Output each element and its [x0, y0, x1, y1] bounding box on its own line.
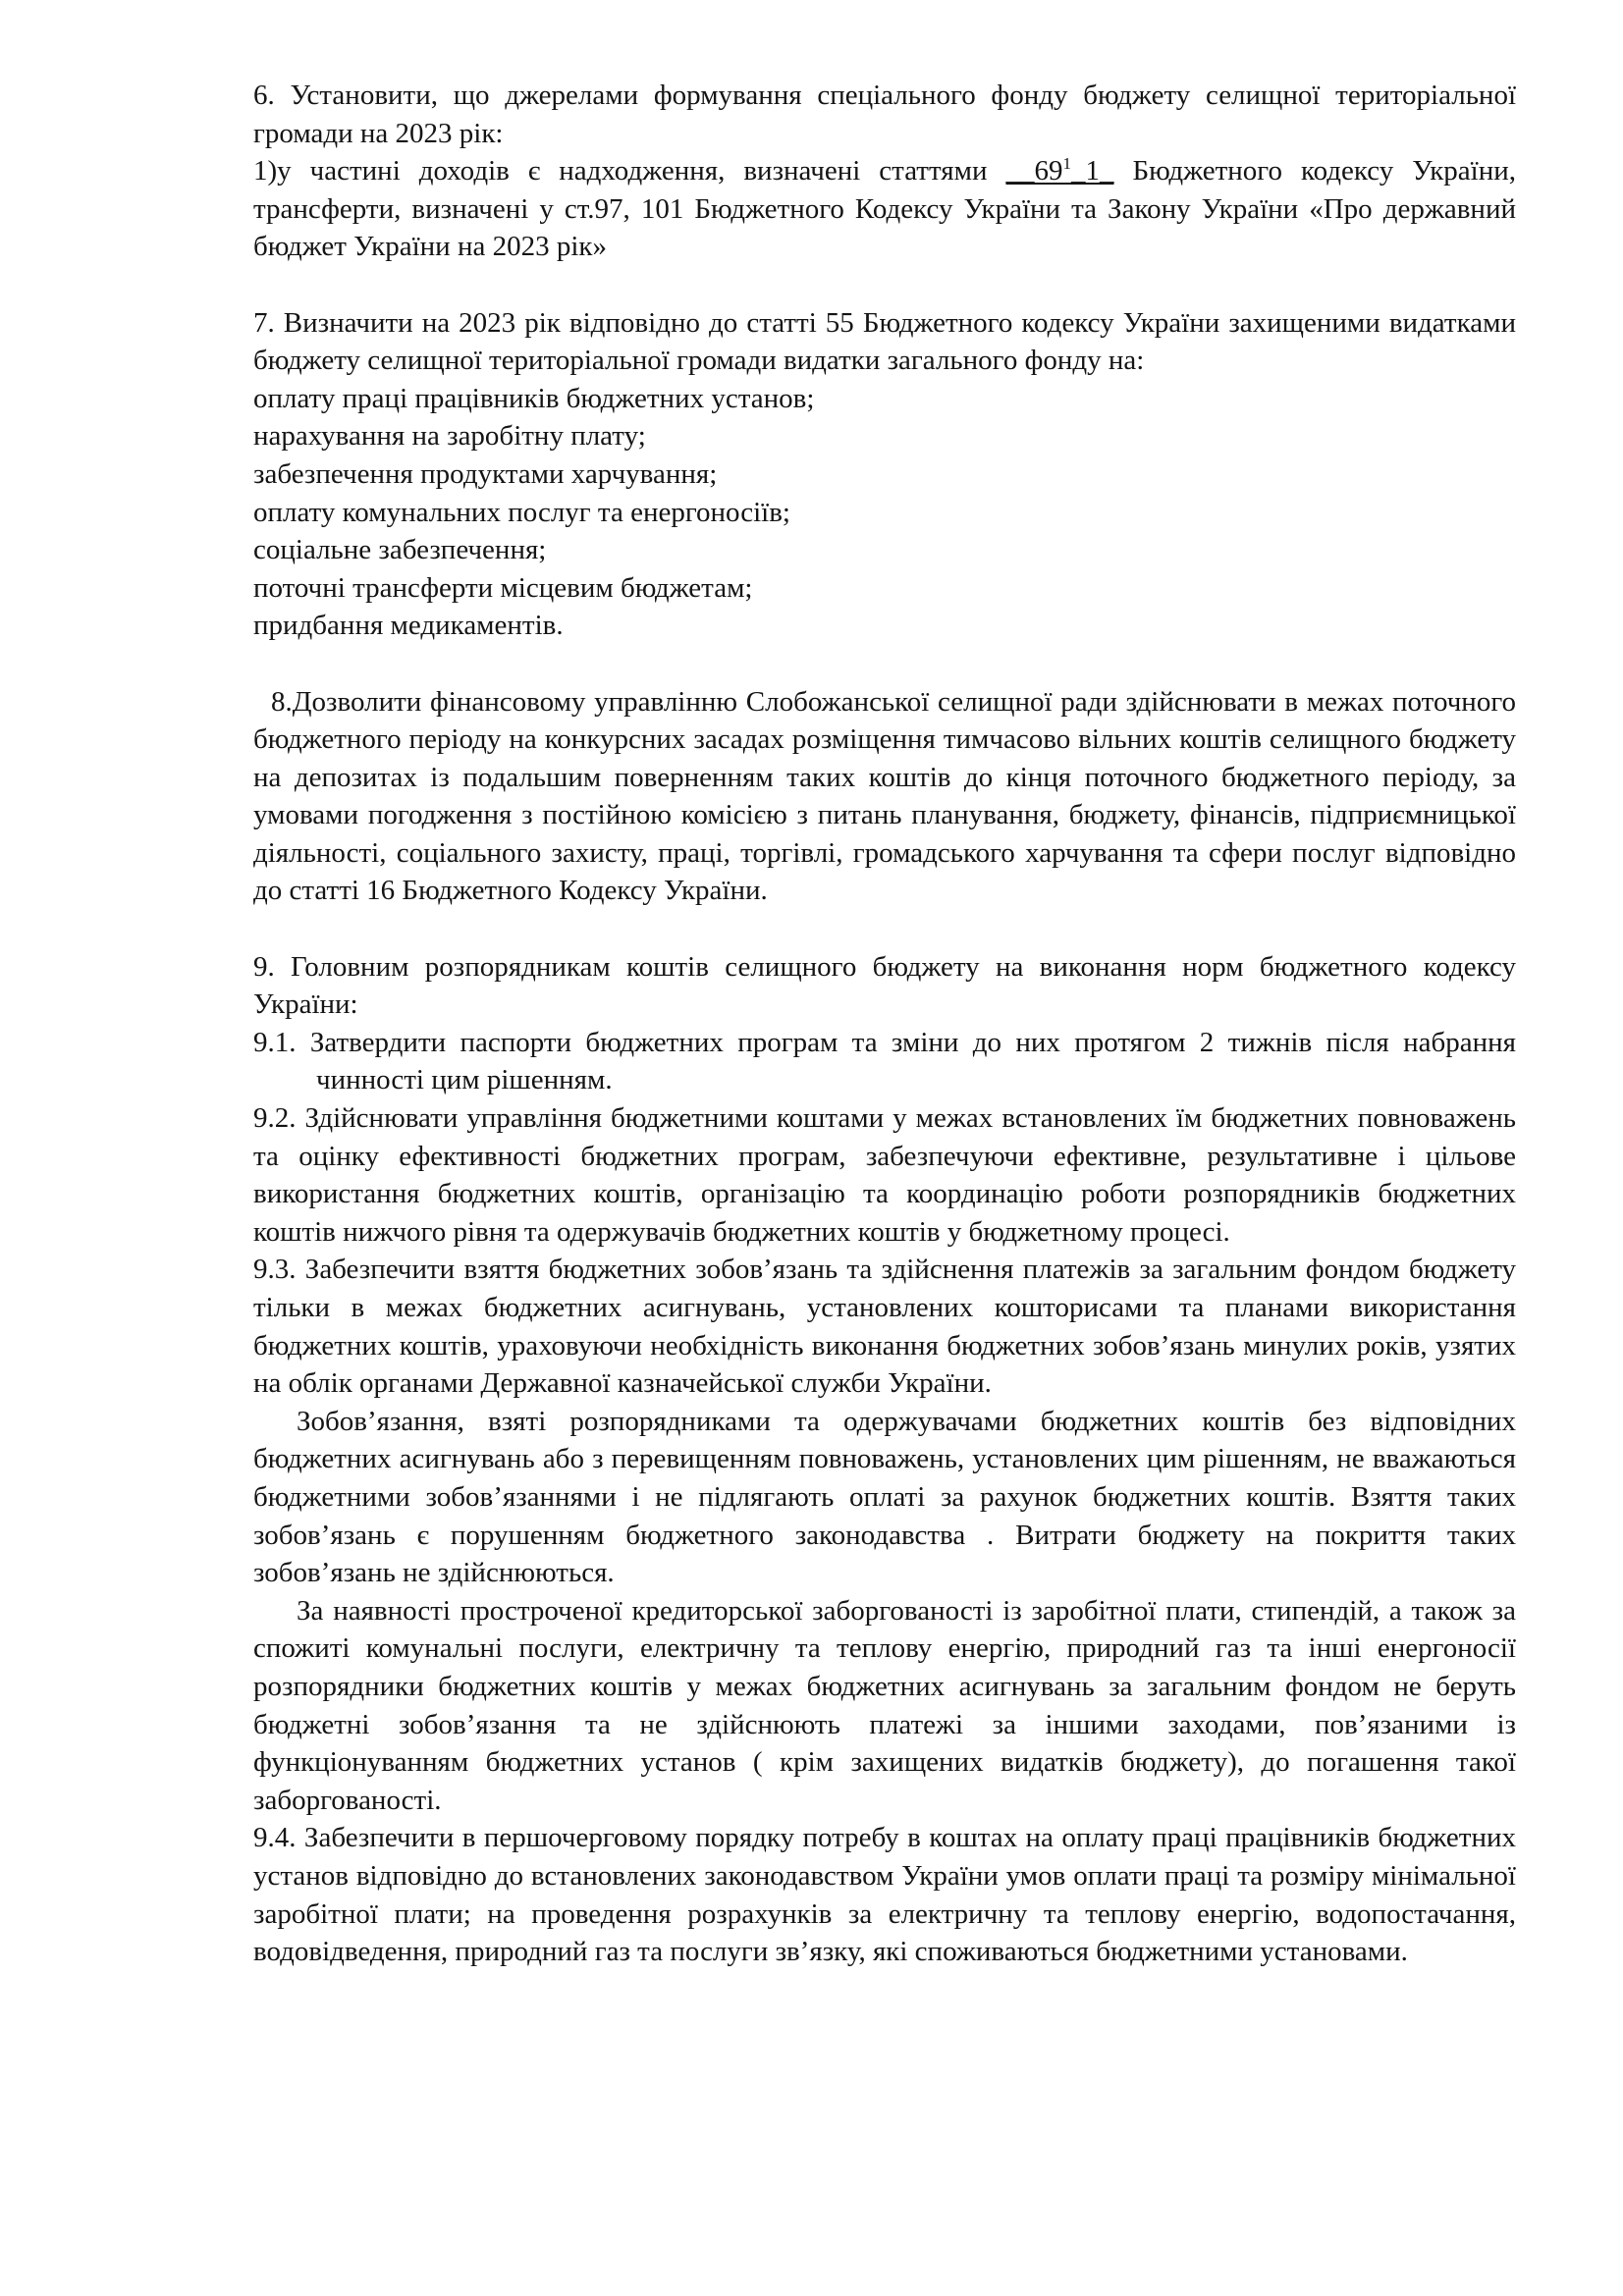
section-6-item-1 — [253, 152, 1516, 266]
list-item: нарахування на заробітну плату; — [253, 420, 646, 453]
list-item: придбання медикаментів. — [253, 610, 564, 642]
section-6-intro: 6. Установити, що джерелами формування спеціального фонду бюджету селищної територіальної громади на 2023 рік: — [253, 80, 1516, 149]
list-item: оплату комунальних послуг та енергоносіїв; — [253, 496, 790, 528]
article-reference: $\_\_69^1\_1\_$ — [1005, 154, 1114, 187]
section-9-3: 9.3. Забезпечити взяття бюджетних зобов’язань та здійснення платежів за загальним фондом бюджету тільки в межах бюджетних асигнувань, установлених кошторисами та планами використання бюджетних коштів, ураховуючи необхідність виконання бюджетних зобов’язань минулих років, узятих на облік органами Державної казначейської служби України. — [253, 1254, 1516, 1400]
list-item: соціальне забезпечення; — [253, 534, 547, 566]
section-6-item-1-post: Бюджетного кодексу України, трансферти, визначені у ст.97, 101 Бюджетного Кодексу України та Закону України «Про державний бюджет України на 2023 рік» — [253, 155, 1517, 263]
list-item: поточні трансферти місцевим бюджетам; — [253, 571, 753, 604]
section-9-4: 9.4. Забезпечити в першочерговому порядку потребу в коштах на оплату праці працівників бюджетних установ відповідно до встановлених законодавством України умов оплати праці та розміру мінімальної заробітної плати; на проведення розрахунків за електричну та теплову енергію, водопостачання, водовідведення, природний газ та послуги зв’язку, які споживаються бюджетними установами. — [253, 1822, 1516, 1968]
list-item: оплату праці працівників бюджетних установ; — [253, 382, 815, 414]
list-item: забезпечення продуктами харчування; — [253, 457, 718, 490]
article-superscript: 1 — [1062, 154, 1071, 174]
document-page — [253, 77, 1516, 1971]
section-9-2: 9.2. Здійснювати управління бюджетними коштами у межах встановлених їм бюджетних повноважень та оцінку ефективності бюджетних програм, забезпечуючи ефективне, результативне і цільове використання бюджетних коштів, організацію та координацію роботи розпорядників бюджетних коштів нижчого рівня та одержувачів бюджетних коштів у бюджетному процесі. — [253, 1102, 1516, 1248]
section-8-paragraph: 8.Дозволити фінансовому управлінню Слобожанської селищної ради здійснювати в межах поточного бюджетного періоду на конкурсних засадах розміщення тимчасово вільних коштів селищного бюджету на депозитах із подальшим поверненням таких коштів до кінця поточного бюджетного періоду, за умовами погодження з постійною комісією з питань планування, бюджету, фінансів, підприємницької діяльності, соціального захисту, праці, торгівлі, громадського харчування та сфери послуг відповідно до статті 16 Бюджетного Кодексу України. — [253, 685, 1516, 907]
section-9-3-arrears: За наявності простроченої кредиторської заборгованості із заробітної плати, стипендій, а також за спожиті комунальні послуги, електричну та теплову енергію, природний газ та інші енергоносії розпорядники бюджетних коштів у межах бюджетних асигнувань за загальним фондом не беруть бюджетні зобов’язання та не здійснюють платежі за іншими заходами, пов’язаними із функціонуванням бюджетних установ ( крім захищених видатків бюджету), до погашення такої заборгованості. — [253, 1594, 1516, 1816]
section-7-intro: 7. Визначити на 2023 рік відповідно до статті 55 Бюджетного кодексу України захищеними видатками бюджету селищної територіальної громади видатки загального фонду на: — [253, 306, 1516, 377]
section-6-item-1-pre: 1)у частині доходів є надходження, визначені статтями — [253, 155, 1006, 187]
protected-expenses-list — [253, 380, 1516, 645]
section-9-3-obligations: Зобов’язання, взяті розпорядниками та одержувачами бюджетних коштів без відповідних бюджетних асигнувань або з перевищенням повноважень, установлених цим рішенням, не вважаються бюджетними зобов’язаннями і не підлягають оплаті за рахунок бюджетних коштів. Взяття таких зобов’язань є порушенням бюджетного законодавства . Витрати бюджету на покриття таких зобов’язань не здійснюються. — [253, 1405, 1516, 1589]
section-9-1: 9.1. Затвердити паспорти бюджетних програм та зміни до них протягом 2 тижнів після набрання чинності цим рішенням. — [253, 1026, 1516, 1096]
section-9-intro: 9. Головним розпорядникам коштів селищного бюджету на виконання норм бюджетного кодексу України: — [253, 950, 1516, 1021]
